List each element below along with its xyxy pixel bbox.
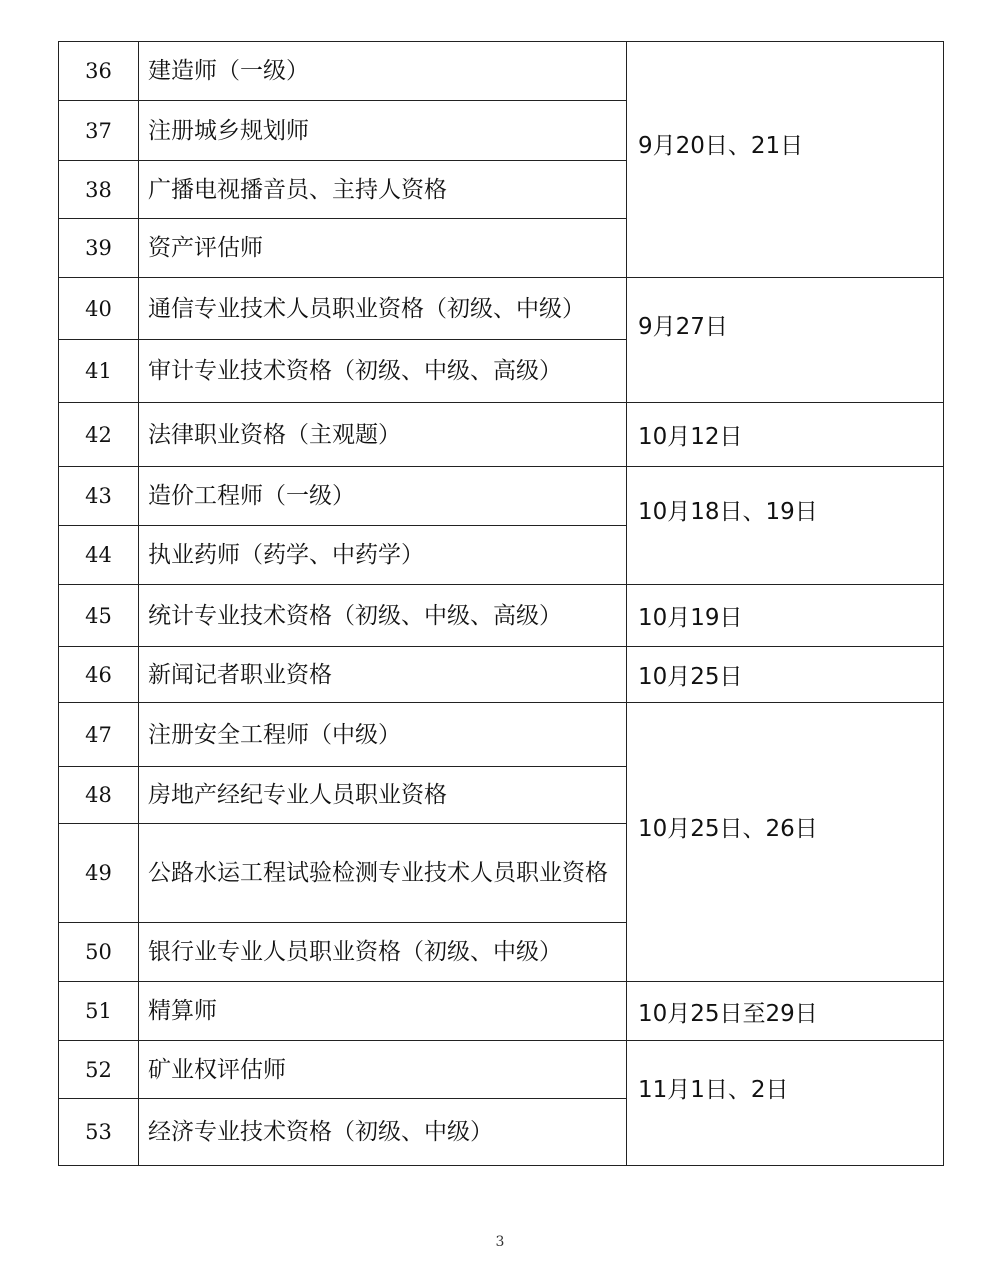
exam-name: 房地产经纪专业人员职业资格 [139, 767, 627, 824]
row-number: 46 [59, 647, 139, 703]
row-number: 40 [59, 278, 139, 340]
exam-name: 造价工程师（一级） [139, 467, 627, 526]
row-number: 52 [59, 1041, 139, 1099]
exam-name: 广播电视播音员、主持人资格 [139, 161, 627, 219]
page-number: 3 [495, 1234, 505, 1250]
exam-name: 银行业专业人员职业资格（初级、中级） [139, 923, 627, 982]
row-number: 38 [59, 161, 139, 219]
table-row [59, 982, 944, 1041]
exam-name: 审计专业技术资格（初级、中级、高级） [139, 340, 627, 403]
exam-name: 注册安全工程师（中级） [139, 703, 627, 767]
row-number: 49 [59, 824, 139, 923]
exam-date: 10月25日 [627, 647, 944, 703]
exam-name: 建造师（一级） [139, 42, 627, 101]
exam-name: 矿业权评估师 [139, 1041, 627, 1099]
table-row [59, 647, 944, 703]
exam-name: 经济专业技术资格（初级、中级） [139, 1099, 627, 1166]
row-number: 47 [59, 703, 139, 767]
row-number: 48 [59, 767, 139, 824]
row-number: 39 [59, 219, 139, 278]
row-number: 44 [59, 526, 139, 585]
exam-name: 通信专业技术人员职业资格（初级、中级） [139, 278, 627, 340]
row-number: 51 [59, 982, 139, 1041]
exam-date: 10月18日、19日 [627, 467, 944, 585]
table-row [59, 403, 944, 467]
exam-schedule-table [58, 41, 944, 1166]
row-number: 36 [59, 42, 139, 101]
exam-name: 统计专业技术资格（初级、中级、高级） [139, 585, 627, 647]
table-row [59, 703, 944, 767]
row-number: 45 [59, 585, 139, 647]
exam-name: 法律职业资格（主观题） [139, 403, 627, 467]
table-row [59, 585, 944, 647]
row-number: 50 [59, 923, 139, 982]
row-number: 43 [59, 467, 139, 526]
row-number: 37 [59, 101, 139, 161]
exam-name: 公路水运工程试验检测专业技术人员职业资格 [139, 824, 627, 923]
exam-date: 10月25日至29日 [627, 982, 944, 1041]
table-row [59, 467, 944, 526]
exam-date: 10月12日 [627, 403, 944, 467]
exam-date: 9月27日 [627, 278, 944, 403]
exam-name: 资产评估师 [139, 219, 627, 278]
exam-date: 11月1日、2日 [627, 1041, 944, 1166]
table-row [59, 42, 944, 101]
exam-name: 注册城乡规划师 [139, 101, 627, 161]
exam-date: 10月19日 [627, 585, 944, 647]
exam-name: 执业药师（药学、中药学） [139, 526, 627, 585]
exam-name: 精算师 [139, 982, 627, 1041]
row-number: 42 [59, 403, 139, 467]
row-number: 41 [59, 340, 139, 403]
exam-date: 10月25日、26日 [627, 703, 944, 982]
row-number: 53 [59, 1099, 139, 1166]
table-row [59, 278, 944, 340]
exam-name: 新闻记者职业资格 [139, 647, 627, 703]
table-row [59, 1041, 944, 1099]
exam-date: 9月20日、21日 [627, 42, 944, 278]
